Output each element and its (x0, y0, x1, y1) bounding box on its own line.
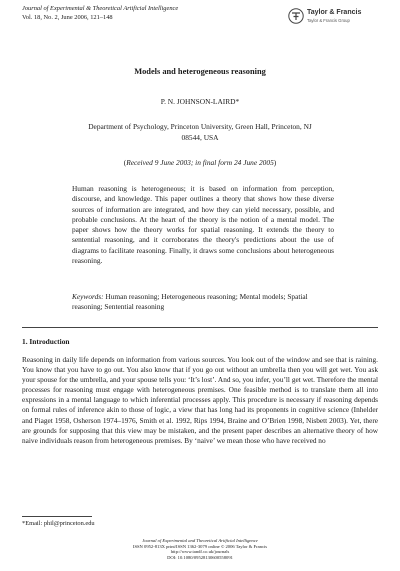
author-affiliation: Department of Psychology, Princeton University, Green Hall, Princeton, NJ 08544, USA (88, 122, 312, 142)
section-divider (22, 327, 378, 328)
keywords (72, 292, 334, 313)
volume-info: Vol. 18, No. 2, June 2006, 121–148 (22, 14, 113, 21)
footer-journal: Journal of Experimental and Theoretical Artificial Intelligence (142, 538, 258, 543)
footer-doi: DOI: 10.1080/09528130600558091 (167, 554, 233, 560)
footer-issn: ISSN 0952-813X print/ISSN 1362-3079 online © 2006 Taylor & Francis (132, 543, 268, 549)
journal-name: Journal of Experimental & Theoretical Artificial Intelligence (22, 5, 179, 12)
publisher-logo (288, 5, 368, 29)
section-heading: 1. Introduction (22, 337, 70, 346)
article-author: P. N. JOHNSON-LAIRD* (160, 97, 240, 106)
received-close-paren: ) (273, 158, 277, 167)
abstract: Human reasoning is heterogeneous; it is based on information from perception, discourse, and knowledge. This paper outlines a theory that shows how these diverse sources of information are integrated, and how they can yield necessary, possible, and probable conclusions. At the heart of the theory is the notion of a mental model. The paper shows how the theory works for spatial reasoning. It extends the theory to sentential reasoning, and it corroborates the theory's predictions about the use of diagrams to facilitate reasoning. Finally, it draws some conclusions about heterogeneous reasoning. (72, 184, 334, 266)
publisher-subname: Taylor & Francis Group (307, 18, 350, 23)
keywords-list: Human reasoning; Heterogeneous reasoning; Mental models; Spatial reasoning; Sentential reasoning (72, 292, 308, 312)
footer-url: http://www.tandf.co.uk/journals (170, 549, 230, 555)
article-title: Models and heterogeneous reasoning (134, 67, 266, 76)
keywords-label: Keywords: (72, 292, 104, 301)
received-open-paren: ( (123, 158, 127, 167)
received-text: Received 9 June 2003; in final form 24 June 2005 (126, 158, 274, 167)
section-body: Reasoning in daily life depends on information from various sources. You look out of the window and see that is raining. You know that you have to go out. You also know that if you go out without an umbrella then you will get wet. You ask your spouse for the umbrella, and your spouse tells you: ‘It’s lost’. And so, you infer, you’ll get wet. Therefore the mental processes for reasoning must engage with heterogeneous premises. One feasible method is to translate them all into expressions in a mental language to which inferential processes apply. This procedure is necessary if reasoning depends on formal rules of inference akin to those of logic, a view that has long had its proponents in cognitive science (Inhelder and Piaget 1958, Osherson 1974–1976, Smith et al. 1992, Rips 1994, Braine and O’Brien 1998, Nisbett 2003). Yet, there are grounds for supposing that this view may be mistaken, and the present paper describes an alternative theory of how naive individuals reason from heterogeneous premises. By ‘naive’ we mean those who have received no (22, 355, 378, 445)
footnote-divider (22, 516, 92, 517)
footnote-email: *Email: phil@princeton.edu (22, 520, 95, 527)
page-footer (0, 538, 400, 560)
received-dates (0, 158, 400, 167)
publisher-name: Taylor & Francis (307, 9, 362, 16)
publisher-logo-icon (288, 8, 304, 24)
